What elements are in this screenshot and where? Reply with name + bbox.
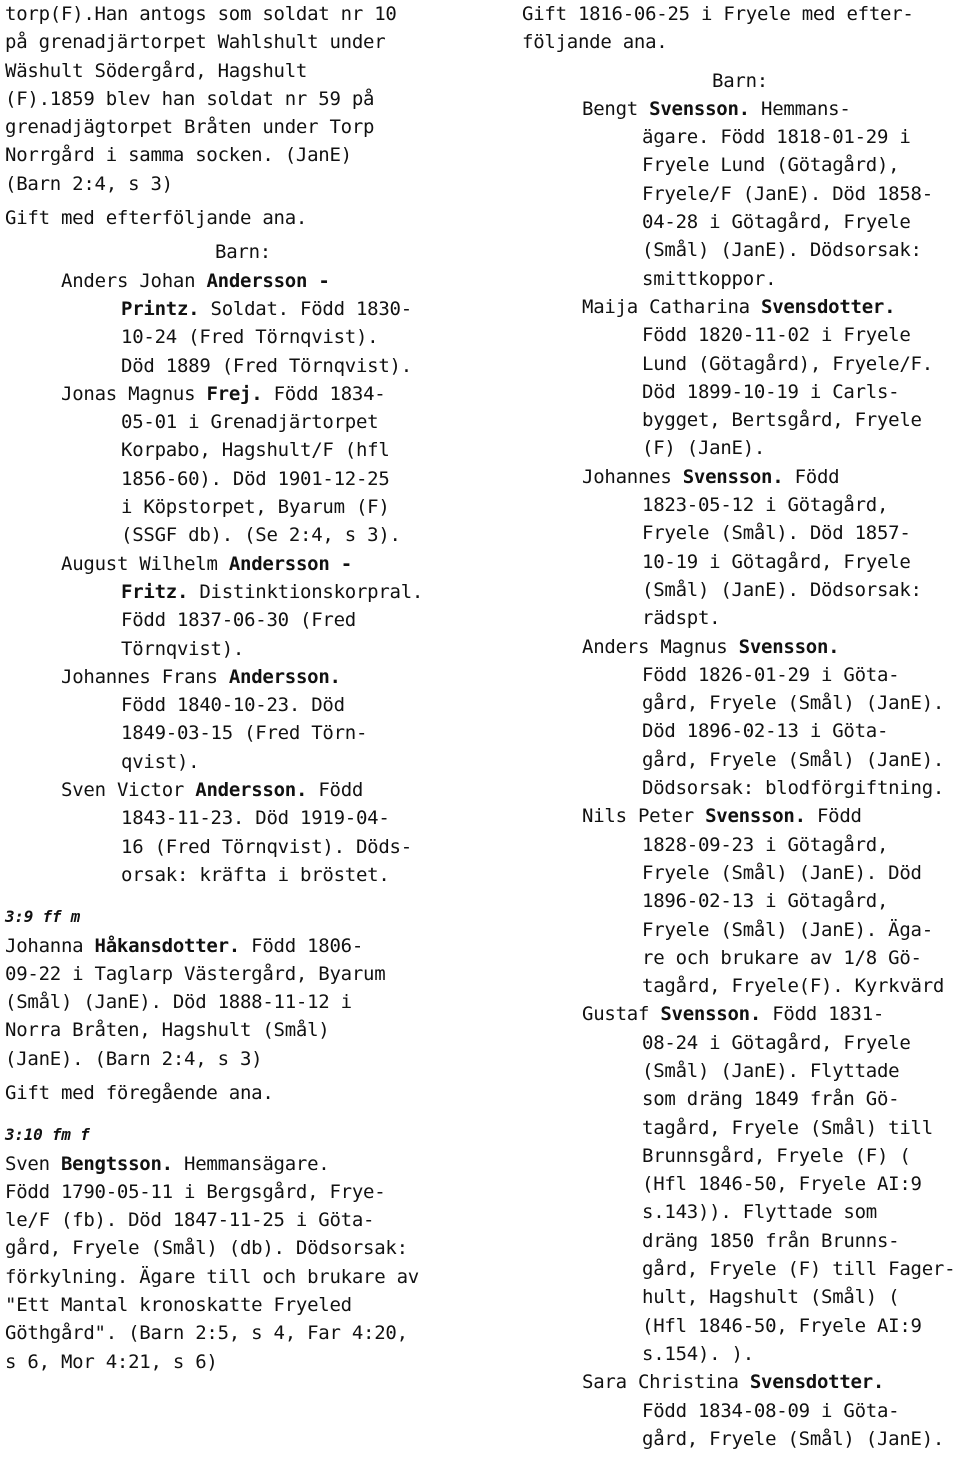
text-line: Fritz. Distinktionskorpral. [121,580,424,603]
person-entry [5,932,481,1073]
children-heading: Barn: [215,241,271,264]
text-line: gård, Fryele (Smål) (JanE). [642,692,945,715]
entry-id: 3:9 ff m [5,907,81,927]
marriage-note: Gift med efterföljande ana. [5,207,308,230]
text-line: (JanE). (Barn 2:4, s 3) [5,1047,263,1070]
text-line: tagård, Fryele (Smål) till [642,1116,933,1139]
text-line: (Smål) (JanE). Flyttade [642,1059,900,1082]
person-name: Johanna Håkansdotter. Född 1806- [5,934,364,957]
text-line: 16 (Fred Törnqvist). Döds- [121,835,412,858]
text-line: "Ett Mantal kronoskatte Fryeled [5,1294,352,1317]
text-line: Brunnsgård, Fryele (F) ( [642,1144,911,1167]
text-line: Död 1899-10-19 i Carls- [642,380,900,403]
text-line: på grenadjärtorpet Wahlshult under [5,31,386,54]
children-list [5,267,481,890]
surname: Svensson. [738,635,840,658]
text-line: bygget, Bertsgård, Fryele [642,409,922,432]
text-line: Död 1896-02-13 i Göta- [642,720,889,743]
surname: Svensson. [660,1003,762,1026]
text-line: Dödsorsak: blodförgiftning. [642,777,945,800]
text-line: Född 1790-05-11 i Bergsgård, Frye- [5,1180,386,1203]
text-line: rädspt. [642,607,721,630]
text-line: Född 1826-01-29 i Göta- [642,663,900,686]
surname: Andersson - [228,552,352,575]
surname: Svensson. [682,465,784,488]
child-entry: Anders Magnus Svensson. [582,635,840,658]
child-entry: Anders Johan Andersson - [61,269,330,292]
children-heading: Barn: [712,69,768,92]
text-line: Törnqvist). [121,637,245,660]
text-line: Fryele/F (JanE). Död 1858- [642,182,933,205]
entry-id: 3:10 fm f [5,1125,90,1145]
text-line: följande ana. [522,31,668,54]
text-line: (Hfl 1846-50, Fryele AI:9 [642,1314,922,1337]
text-line: Norrgård i samma socken. (JanE) [5,144,352,167]
text-line: (Smål) (JanE). Dödsorsak: [642,578,922,601]
text-line: 08-24 i Götagård, Fryele [642,1031,911,1054]
child-entry: Jonas Magnus Frej. Född 1834- [61,382,386,405]
text-line: (Smål) (JanE). Död 1888-11-12 i [5,991,352,1014]
text-line: s.154). ). [642,1342,754,1365]
surname: Svensdotter. [761,295,896,318]
text-line: Norra Bråten, Hagshult (Smål) [5,1019,330,1042]
child-entry: Bengt Svensson. Hemmans- [582,97,851,120]
text-line: smittkoppor. [642,267,777,290]
children-list [522,95,960,1453]
text-line: Född 1840-10-23. Död [121,694,345,717]
text-line: 1843-11-23. Död 1919-04- [121,807,390,830]
text-line: gård, Fryele (Smål) (db). Dödsorsak: [5,1237,408,1260]
text-line: Göthgård". (Barn 2:5, s 4, Far 4:20, [5,1322,408,1345]
surname: Svensdotter. [749,1371,885,1394]
surname: Andersson - [206,269,330,292]
child-entry: Maija Catharina Svensdotter. [582,295,896,318]
text-line: 10-24 (Fred Törnqvist). [121,326,379,349]
text-line: orsak: kräfta i bröstet. [121,863,390,886]
child-entry: Johannes Svensson. Född [582,465,840,488]
text-line: Född 1837-06-30 (Fred [121,609,356,632]
text-line: tagård, Fryele(F). Kyrkvärd [642,975,945,998]
right-column [522,0,960,1453]
text-line: gård, Fryele (Smål) (JanE). [642,748,945,771]
text-line: hult, Hagshult (Smål) ( [642,1286,900,1309]
text-line: Fryele (Smål) (JanE). Äga- [642,918,933,941]
surname: Printz. [121,297,200,320]
text-line: 09-22 i Taglarp Västergård, Byarum [5,962,386,985]
text-line: 1856-60). Död 1901-12-25 [121,467,390,490]
child-entry: August Wilhelm Andersson - [61,552,352,575]
text-line: grenadjägtorpet Bråten under Torp [5,116,375,139]
text-line: qvist). [121,750,200,773]
child-entry: Sara Christina Svensdotter. [582,1371,885,1394]
text-line: som dräng 1849 från Gö- [642,1088,900,1111]
text-line: Född 1820-11-02 i Fryele [642,324,911,347]
text-line: 05-01 i Grenadjärtorpet [121,411,379,434]
text-line: Fryele (Smål) (JanE). Död [642,861,922,884]
text-line: Född 1834-08-09 i Göta- [642,1399,900,1422]
text-line: (SSGF db). (Se 2:4, s 3). [121,524,401,547]
text-line: s.143)). Flyttade som [642,1201,877,1224]
text-line: 1849-03-15 (Fred Törn- [121,722,368,745]
entry-continuation [5,0,481,198]
text-line: dräng 1850 från Brunns- [642,1229,900,1252]
text-line: i Köpstorpet, Byarum (F) [121,496,390,519]
surname: Håkansdotter. [94,934,240,957]
text-line: (Smål) (JanE). Dödsorsak: [642,239,922,262]
text-line: gård, Fryele (Smål) (JanE). [642,1427,945,1450]
surname: Svensson. [649,97,750,120]
person-name: Sven Bengtsson. Hemmansägare. [5,1152,330,1175]
text-line: förkylning. Ägare till och brukare av [5,1265,419,1288]
child-entry: Gustaf Svensson. Född 1831- [582,1003,885,1026]
text-line: Fryele Lund (Götagård), [642,154,900,177]
text-line: 10-19 i Götagård, Fryele [642,550,911,573]
text-line: 1896-02-13 i Götagård, [642,890,889,913]
text-line: 1823-05-12 i Götagård, [642,494,889,517]
text-line: Lund (Götagård), Fryele/F. [642,352,933,375]
text-line: re och brukare av 1/8 Gö- [642,946,922,969]
text-line: (F).1859 blev han soldat nr 59 på [5,87,375,110]
text-line: 04-28 i Götagård, Fryele [642,211,911,234]
text-line: le/F (fb). Död 1847-11-25 i Göta- [5,1209,375,1232]
marriage-note: Gift 1816-06-25 i Fryele med efter- [522,3,914,25]
text-line: (Barn 2:4, s 3) [5,172,173,195]
text-line: (F) (JanE). [642,437,766,460]
surname: Frej. [206,382,263,405]
surname: Andersson. [228,665,341,688]
text-line: Död 1889 (Fred Törnqvist). [121,354,412,377]
text-line: gård, Fryele (F) till Fager- [642,1258,956,1281]
child-entry: Sven Victor Andersson. Född [61,779,364,802]
text-line: Fryele (Smål). Död 1857- [642,522,911,545]
left-column [5,0,481,1376]
surname: Fritz. [121,580,189,603]
text-line: (Hfl 1846-50, Fryele AI:9 [642,1173,922,1196]
text-line: torp(F).Han antogs som soldat nr 10 [5,3,397,25]
surname: Svensson. [705,805,806,828]
person-entry [5,1150,481,1376]
child-entry: Johannes Frans Andersson. [61,665,341,688]
surname: Bengtsson. [60,1152,173,1175]
text-line: Wäshult Södergård, Hagshult [5,59,308,82]
text-line: Korpabo, Hagshult/F (hfl [121,439,390,462]
text-line: s 6, Mor 4:21, s 6) [5,1350,218,1373]
text-line: ägare. Född 1818-01-29 i [642,126,911,149]
text-line: Printz. Soldat. Född 1830- [121,297,412,320]
text-line: 1828-09-23 i Götagård, [642,833,889,856]
marriage-note: Gift med föregående ana. [5,1081,274,1104]
surname: Andersson. [195,779,308,802]
child-entry: Nils Peter Svensson. Född [582,805,862,828]
